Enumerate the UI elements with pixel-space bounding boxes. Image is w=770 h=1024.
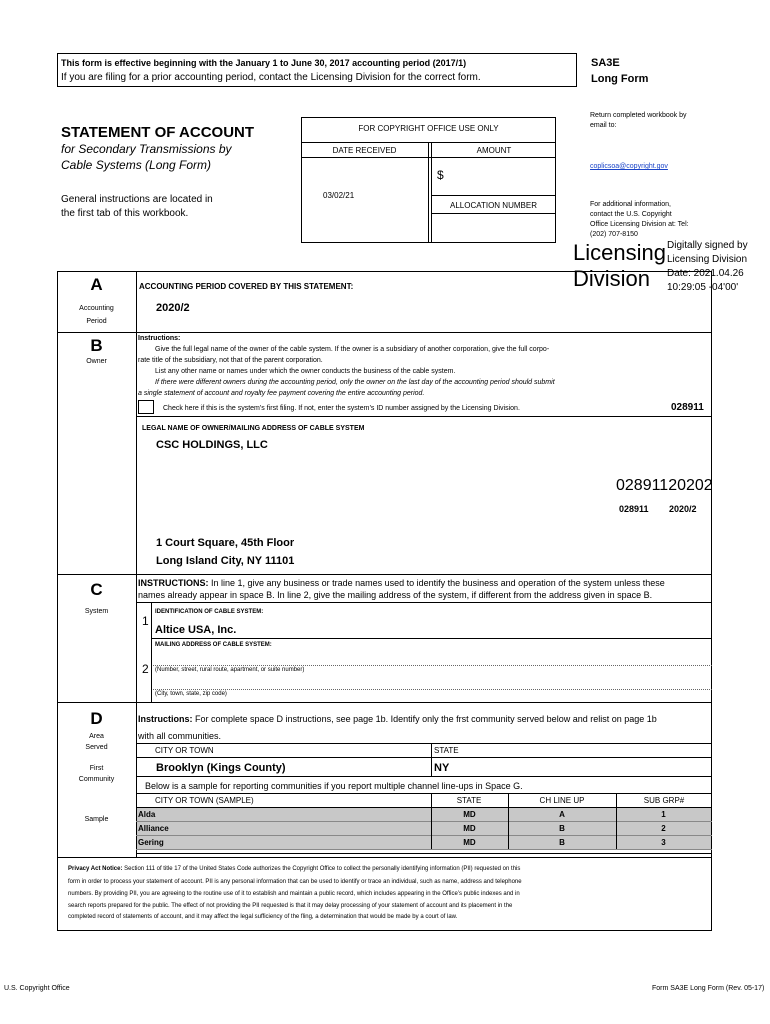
owner-name-value[interactable]: CSC HOLDINGS, LLC [156,439,268,451]
space-c-instructions-title: INSTRUCTIONS: [138,578,209,588]
space-a-label-2: Period [86,318,107,325]
space-b-instr-2: rate title of the subsidiary, not that of the parent corporation. [138,357,323,364]
privacy-line-5: completed record of statements of account, and it may affect the legal sufficiency of the fling, a determination that would be made by a court of law. [68,914,458,920]
space-d-label-2: Served [85,744,108,751]
space-c-instr-1 [138,578,665,588]
sample-row-1-lineup: A [559,810,565,819]
street-hint: (Number, street, rural route, apartment, or suite number) [155,667,305,673]
signature-signed-1: Digitally signed by [667,240,748,251]
space-d-label-4: Community [78,776,115,783]
sample-row-3-city: Gering [138,838,164,847]
city-input-line[interactable] [153,689,712,690]
additional-info-4: (202) 707-8150 [590,231,638,238]
space-b-instr-3: List any other name or names under which the owner conducts the business of the cable system. [155,368,456,375]
sample-header-sub-grp: SUB GRP# [643,796,685,805]
owner-address-1[interactable]: 1 Court Square, 45th Floor [156,537,295,549]
footer-right: Form SA3E Long Form (Rev. 05-17) [652,985,765,992]
signature-signed-2: Licensing Division [667,254,748,265]
first-filing-text: Check here if this is the system’s first filing. If not, enter the system’s ID number assigned by the Licensing Division. [163,405,520,412]
additional-info-2: contact the U.S. Copyright [590,211,672,218]
return-email-link[interactable]: coplicsoa@copyright.gov [590,163,668,170]
additional-info-1: For additional information, [590,201,671,208]
space-d-instr-1 [138,714,657,724]
return-text-1: Return completed workbook by [590,112,687,119]
sample-row-3-subgrp: 3 [661,838,666,847]
mailing-address-label: MAILING ADDRESS OF CABLE SYSTEM: [155,642,272,648]
sample-header-state: STATE [456,796,482,805]
space-b-instr-4: If there were different owners during the accounting period, only the owner on the last day of the accounting period should submit [155,379,555,386]
statement-title: STATEMENT OF ACCOUNT [61,124,255,141]
space-c-line-2-number: 2 [142,662,149,676]
sample-header-ch-line-up: CH LINE UP [539,796,585,805]
sample-header-city: CITY OR TOWN (SAMPLE) [155,796,254,805]
city-or-town-label: CITY OR TOWN [155,746,214,755]
owner-code-small-2: 2020/2 [669,504,697,514]
sample-note: Below is a sample for reporting communities if you report multiple channel line-ups in Space G. [145,781,523,791]
signature-signed-3: Date: 2021.04.26 [667,268,744,279]
space-c-instr-2: names already appear in space B. In line 2, give the mailing address of the system, if different from the address given in space B. [138,590,653,600]
space-b-instr-1: Give the full legal name of the owner of the cable system. If the owner is a subsidiary of another corporation, give the full corpo- [155,346,550,353]
space-c-line-1-number: 1 [142,614,149,628]
space-d-letter: D [90,709,103,728]
effective-notice-line2: If you are filing for a prior accounting period, contact the Licensing Division for the correct form. [61,72,481,83]
space-c-label: System [84,608,109,615]
space-b-label: Owner [86,358,107,365]
accounting-period-value[interactable]: 2020/2 [156,302,190,314]
sample-row-2-lineup: B [559,824,565,833]
space-d-label-3: First [89,765,104,772]
space-d-instr-1-text: For complete space D instructions, see page 1b. Identify only the frst community served below and relist on page 1b [192,714,657,724]
date-received-label: DATE RECEIVED [332,146,397,155]
space-d-instr-2: with all communities. [138,731,222,741]
owner-code-big: 02891120202 [616,477,713,494]
sample-row-1-city: Alda [138,810,156,819]
privacy-line-1 [68,866,520,872]
system-id-value[interactable]: 028911 [671,402,704,413]
effective-notice-line1: This form is effective beginning with the January 1 to June 30, 2017 accounting period (2017/1) [61,58,467,68]
space-c-letter: C [90,580,103,599]
sample-row-1-subgrp: 1 [661,810,666,819]
signature-name-1: Licensing [573,240,666,265]
date-received-value: 03/02/21 [323,191,355,200]
sample-row-2-state: MD [463,824,476,833]
sample-row-2-city: Alliance [138,824,169,833]
space-b-letter: B [90,336,103,355]
return-text-2: email to: [590,122,617,129]
first-filing-checkbox[interactable] [138,400,154,414]
amount-dollar-sign: $ [437,168,444,182]
statement-subtitle-1: for Secondary Transmissions by [61,142,232,156]
city-hint: (City, town, state, zip code) [155,691,227,697]
space-d-label-1: Area [89,733,104,740]
sample-row-1-state: MD [463,810,476,819]
space-b-instr-5: a single statement of account and royalty fee payment covering the entire accounting period. [138,390,425,397]
form-code: SA3E [591,57,620,69]
privacy-line-1-text: Section 111 of title 17 of the United States Code authorizes the Copyright Office to collect the personally identifying information (PII) requested on this [122,866,521,872]
space-a-label-1: Accounting [79,305,114,312]
owner-address-2[interactable]: Long Island City, NY 11101 [156,555,295,567]
space-c-instr-1-text: In line 1, give any business or trade names used to identify the business and operation of the system unless these [208,578,665,588]
statement-subtitle-2: Cable Systems (Long Form) [61,158,212,172]
space-d-instructions-title: Instructions: [138,714,193,724]
space-a-letter: A [90,275,103,294]
privacy-line-3: numbers. By providing PII, you are agreeing to the routine use of it to establish and maintain a public record, which includes appearing in the Office’s public indexes and in [68,891,520,897]
privacy-title: Privacy Act Notice: [68,866,123,872]
accounting-period-heading: ACCOUNTING PERIOD COVERED BY THIS STATEMENT: [139,282,354,291]
state-label: STATE [434,746,459,755]
identification-label: IDENTIFICATION OF CABLE SYSTEM: [155,609,264,615]
signature-signed-4: 10:29:05 -04'00' [667,282,739,293]
sample-row-2-subgrp: 2 [661,824,666,833]
legal-name-label: LEGAL NAME OF OWNER/MAILING ADDRESS OF CABLE SYSTEM [142,425,365,432]
footer-left: U.S. Copyright Office [4,985,70,992]
additional-info-3: Office Licensing Division at: Tel: [590,221,689,228]
office-use-header: FOR COPYRIGHT OFFICE USE ONLY [358,124,499,133]
sample-row-3-state: MD [463,838,476,847]
street-input-line[interactable] [153,665,712,666]
privacy-line-2: form in order to process your statement of account. PII is any personal information that can be used to identify or trace an individual, such as name, address and telephone [68,879,522,885]
general-instructions-2: the first tab of this workbook. [61,208,189,219]
form-name: Long Form [591,73,649,85]
general-instructions-1: General instructions are located in [61,194,213,205]
allocation-number-label: ALLOCATION NUMBER [450,201,537,210]
privacy-line-4: search reports prepared for the public. The effect of not providing the PII requested is that it may delay processing of your statement of account and its placement in the [68,903,513,909]
space-b-instructions-title: Instructions: [138,335,181,342]
amount-label: AMOUNT [476,146,512,155]
signature-name-2: Division [573,266,651,291]
owner-code-small-1: 028911 [619,504,649,514]
space-d-label-5: Sample [84,816,109,823]
sample-row-3-lineup: B [559,838,565,847]
first-community-state[interactable]: NY [434,762,450,774]
identification-value[interactable]: Altice USA, Inc. [155,624,237,636]
first-community-city[interactable]: Brooklyn (Kings County) [156,762,286,774]
